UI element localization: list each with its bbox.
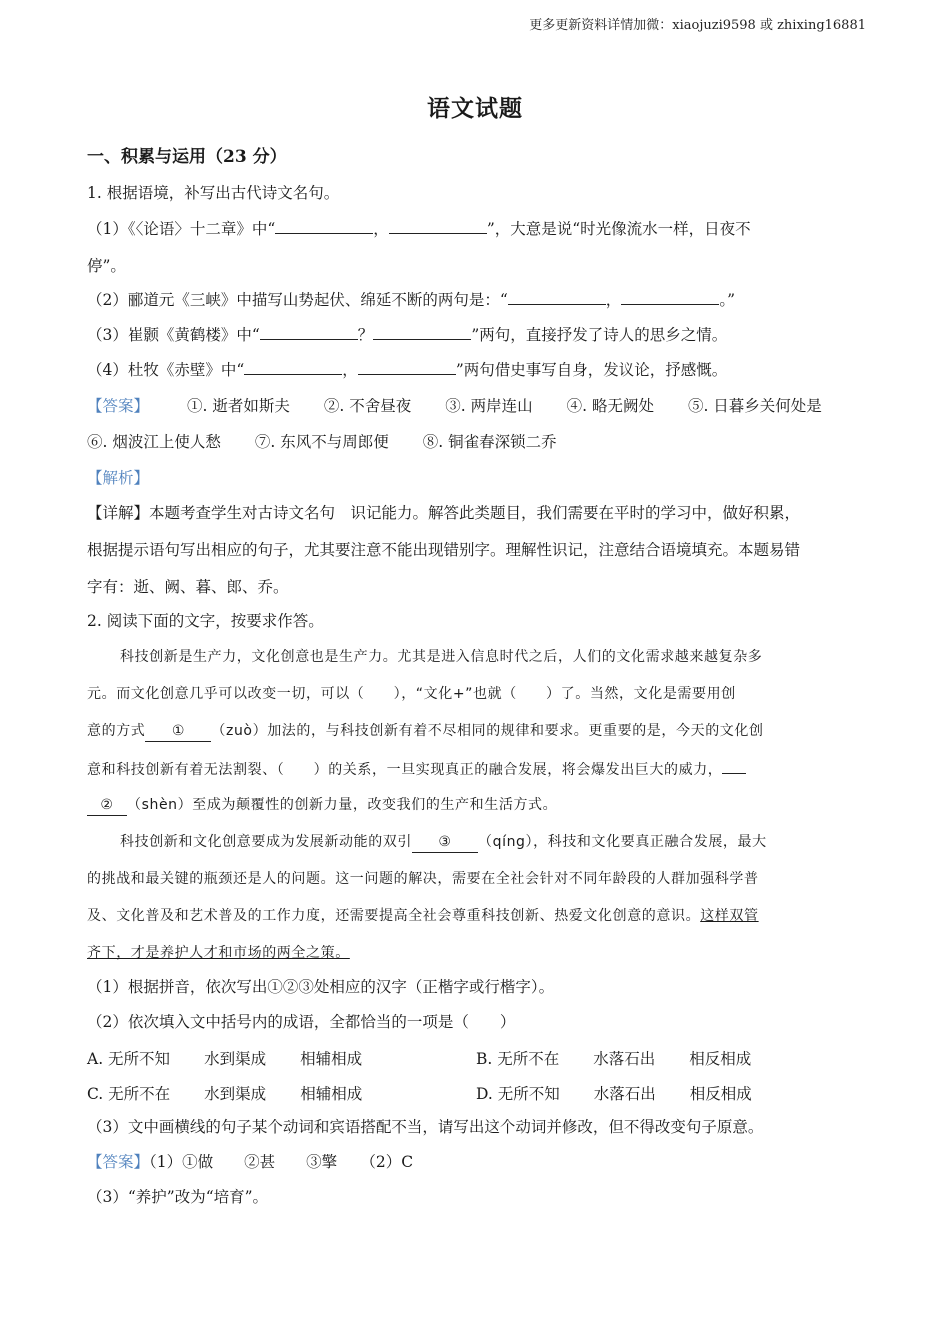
answer-label: 【答案】 [87,397,150,415]
option-text: 相反相成 [689,1050,752,1068]
item-text: （1）《〈论语〉十二章》中“ [87,220,276,238]
question-2-answer [87,1152,413,1172]
option-text: D. 无所不知 [476,1085,560,1103]
passage-text: （shèn）至成为颠覆性的创新力量，改变我们的生产和生活方式。 [127,797,558,813]
answer-blank [275,218,373,234]
passage-line [87,758,746,780]
option-a [87,1047,362,1069]
answer-item: ⑦. 东风不与周郎便 [254,433,389,451]
option-text: 相辅相成 [300,1050,363,1068]
question-2-stem: 2. 阅读下面的文字，按要求作答。 [87,612,324,630]
passage-line: 元。而文化创意几乎可以改变一切，可以（ ），“文化+”也就（ ）了。当然，文化是需要用创 [87,686,736,702]
answer-blank [244,359,342,375]
header-note: 更多更新资料详情加微：xiaojuzi9598 或 zhixing16881 [529,18,866,33]
answer-item: ①. 逝者如斯夫 [187,397,290,415]
option-text: 水落石出 [593,1085,656,1103]
item-text: （4）杜牧《赤壁》中“ [87,361,245,379]
passage-line: 科技创新是生产力，文化创意也是生产力。尤其是进入信息时代之后，人们的文化需求越来越复杂多 [120,649,763,665]
answer-blank [373,324,471,340]
item-text: ， [605,291,622,309]
passage-line: 的挑战和最关键的瓶颈还是人的问题。这一问题的解决，需要在全社会针对不同年龄段的人群加强科学普 [87,871,759,887]
detail-line-3: 字有：逝、阙、暮、郎、乔。 [87,578,289,596]
passage-text: （qíng），科技和文化要真正融合发展，最大 [478,834,767,850]
blank-2-start [722,758,746,774]
answer-item: ⑥. 烟波江上使人愁 [87,433,221,451]
question-1-answer-row-2 [87,432,557,452]
passage-line [87,906,759,926]
option-text: A. 无所不知 [87,1050,171,1068]
sub-question-3: （3）文中画横线的句子某个动词和宾语搭配不当，请写出这个动词并修改，但不得改变句子原意。 [87,1118,764,1136]
blank-2: ② [87,795,127,816]
answer-blank [508,289,606,305]
passage-text: 意和科技创新有着无法割裂、（ ）的关系，一旦实现真正的融合发展，将会爆发出巨大的威力， [87,762,723,778]
question-1-stem: 1. 根据语境，补写出古代诗文名句。 [87,184,340,202]
option-text: 水落石出 [593,1050,656,1068]
analysis-label: 【解析】 [87,469,150,487]
answer-label: 【答案】 [87,1153,150,1171]
item-text: ？ [357,326,374,344]
answer-blank [621,289,719,305]
item-text: （3）崔颢《黄鹤楼》中“ [87,326,260,344]
option-b [476,1047,751,1069]
detail-line-1: 【详解】本题考查学生对古诗文名句 识记能力。解答此类题目，我们需要在平时的学习中，做好积累， [87,504,801,522]
answer-item: ④. 略无阙处 [566,397,654,415]
question-1-item-1 [87,218,751,239]
option-text: 水到渠成 [204,1050,267,1068]
blank-1: ① [145,721,211,742]
passage-line [87,795,557,816]
question-1-item-2 [87,289,735,310]
option-d [476,1082,752,1104]
passage-text: （zuò）加法的，与科技创新有着不尽相同的规律和要求。更重要的是，今天的文化创 [211,723,764,739]
item-text: 。” [719,291,735,309]
item-text: ”两句借史事写自身，发议论，抒感慨。 [455,361,728,379]
item-text: ， [342,361,358,379]
page-title: 语文试题 [427,95,523,122]
underlined-sentence: 这样双管 [700,908,759,924]
answer-item: ⑧. 铜雀春深锁二乔 [422,433,557,451]
item-text: ”两句，直接抒发了诗人的思乡之情。 [471,326,728,344]
question-1-item-3 [87,324,727,345]
sub-question-1: （1）根据拼音，依次写出①②③处相应的汉字（正楷字或行楷字）。 [87,978,555,996]
option-text: 相辅相成 [300,1085,363,1103]
answer-item: ②. 不舍昼夜 [323,397,412,415]
answer-blank [358,359,456,375]
item-text: ”，大意是说“时光像流水一样，日夜不 [486,220,751,238]
passage-line [87,721,764,742]
blank-3: ③ [412,832,478,853]
option-text: 水到渠成 [204,1085,267,1103]
question-2-answer-cont: （3）“养护”改为“培育”。 [87,1188,269,1206]
answer-item: ③. 两岸连山 [445,397,533,415]
underlined-sentence: 齐下，才是养护人才和市场的两全之策。 [87,945,350,961]
passage-text: 科技创新和文化创意要成为发展新动能的双引 [120,834,412,850]
option-text: 相反相成 [689,1085,752,1103]
passage-text: 意的方式 [87,723,146,739]
answer-blank [389,218,487,234]
option-text: B. 无所不在 [476,1050,560,1068]
sub-question-2: （2）依次填入文中括号内的成语，全都恰当的一项是（ ） [87,1013,516,1031]
option-c [87,1082,362,1104]
question-1-item-4 [87,359,727,380]
section-heading: 一、积累与运用（23 分） [87,147,287,167]
option-text: C. 无所不在 [87,1085,171,1103]
item-text: （2）郦道元《三峡》中描写山势起伏、绵延不断的两句是：“ [87,291,508,309]
detail-line-2: 根据提示语句写出相应的句子，尤其要注意不能出现错别字。理解性识记，注意结合语境填充。本题易错 [87,541,801,559]
question-1-item-1-cont: 停”。 [87,257,126,275]
question-1-answer-row-1 [87,396,822,416]
passage-text: 及、文化普及和艺术普及的工作力度，还需要提高全社会尊重科技创新、热爱文化创意的意识。 [87,908,701,924]
passage-line [120,832,767,853]
item-text: ， [373,220,389,238]
answer-item: ⑤. 日暮乡关何处是 [687,397,822,415]
answer-text: （1）①做 ②甚 ③擎 （2）C [149,1153,414,1171]
answer-blank [260,324,358,340]
